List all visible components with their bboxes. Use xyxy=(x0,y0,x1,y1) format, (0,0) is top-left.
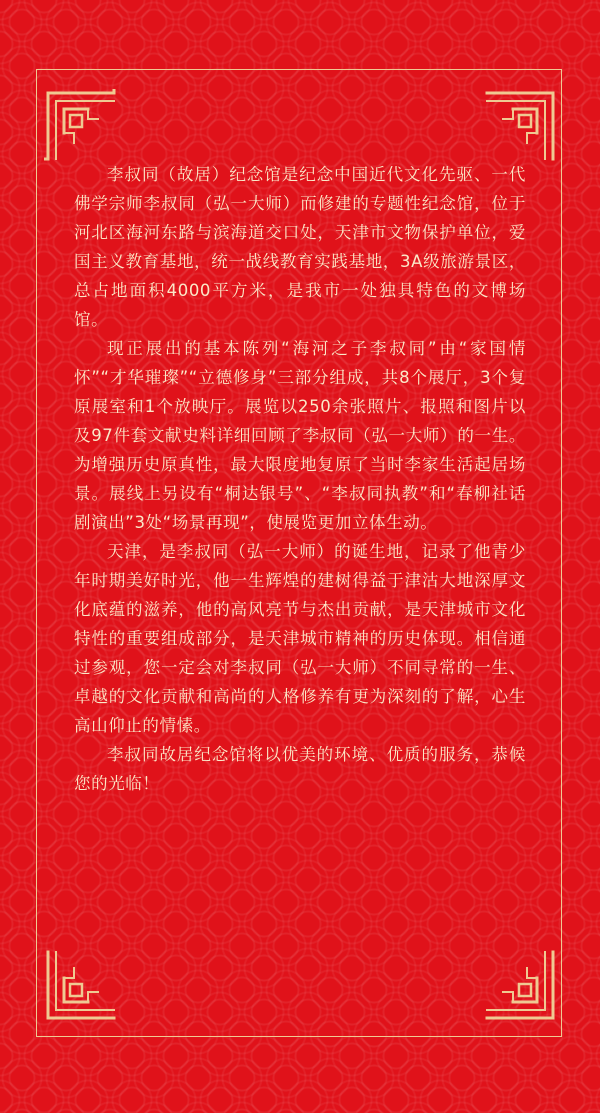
paragraph-exhibition: 现正展出的基本陈列“海河之子李叔同”由“家国情怀”“才华璀璨”“立德修身”三部分组成，共8个展厅，3个复原展室和1个放映厅。展览以250余张照片、报照和图片以及97件套文献史料详细回顾了李叔同（弘一大师）的一生。为增强历史原真性，最大限度地复原了当时李家生活起居场景。展线上另设有“桐达银号”、“李叔同执教”和“春柳社话剧演出”3处“场景再现”，使展览更加立体生动。 xyxy=(74,339,526,532)
corner-ornament-icon xyxy=(44,948,118,1022)
paragraph-intro: 李叔同（故居）纪念馆是纪念中国近代文化先驱、一代佛学宗师李叔同（弘一大师）而修建的专题性纪念馆，位于河北区海河东路与滨海道交口处，天津市文物保护单位，爱国主义教育基地，统一战线教育实践基地，3A级旅游景区，总占地面积4000平方米，是我市一处独具特色的文博场馆。 xyxy=(74,165,526,329)
corner-ornament-icon xyxy=(483,948,557,1022)
corner-ornament-icon xyxy=(44,89,118,163)
article-body xyxy=(74,160,526,798)
corner-ornament-icon xyxy=(483,89,557,163)
paragraph-tianjin: 天津，是李叔同（弘一大师）的诞生地，记录了他青少年时期美好时光，他一生辉煌的建树得益于津沽大地深厚文化底蕴的滋养，他的高风亮节与杰出贡献，是天津城市文化特性的重要组成部分，是天津城市精神的历史体现。相信通过参观，您一定会对李叔同（弘一大师）不同寻常的一生、卓越的文化贡献和高尚的人格修养有更为深刻的了解，心生高山仰止的情愫。 xyxy=(74,542,526,735)
paragraph-welcome: 李叔同故居纪念馆将以优美的环境、优质的服务，恭候您的光临！ xyxy=(74,745,526,793)
